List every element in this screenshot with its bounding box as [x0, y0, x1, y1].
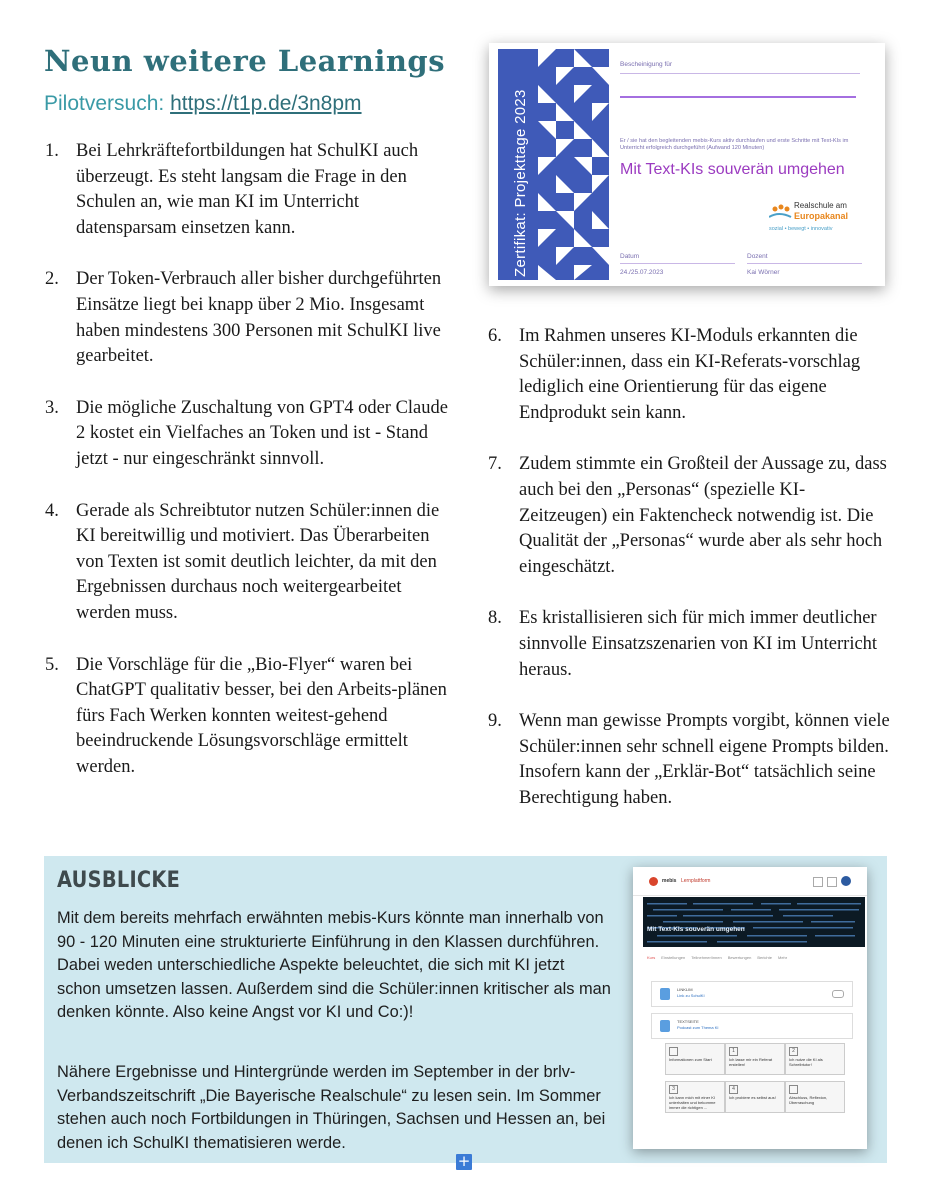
avatar: [841, 876, 851, 886]
course-card[interactable]: [651, 981, 853, 1007]
recipient-line: [620, 96, 856, 98]
section-tile[interactable]: [785, 1043, 845, 1075]
item-text: Die mögliche Zuschaltung von GPT4 oder Claude 2 kostet ein Vielfaches an Token und ist - Stand jetzt - nur eingeschränkt sinnvoll.: [76, 397, 448, 469]
school-name-line2: Europakanal: [794, 211, 849, 221]
section-tile[interactable]: [785, 1081, 845, 1113]
school-tagline: sozial • bewegt • innovativ: [769, 226, 833, 232]
item-text: Zudem stimmte ein Großteil der Aussage zu, dass auch bei den „Personas“ (spezielle KI-Zeitzeugen) ein Faktencheck notwendig ist. Die Qualität der „Personas“ wurde aber als sehr hoch eingeschätzt.: [519, 454, 887, 577]
learnings-list-left: [45, 139, 460, 780]
tile-number: 4: [729, 1085, 738, 1094]
pilot-link[interactable]: https://t1p.de/3n8pm: [170, 92, 362, 115]
code-pattern: [643, 897, 865, 947]
screenshot-topbar: [633, 867, 867, 896]
item-number: 6.: [488, 326, 502, 346]
tile-label: Abschluss, Reflexion, Überraschung: [789, 1095, 828, 1105]
divider: [620, 73, 860, 74]
tile-label: Ich kann mich mit einer KI unterhalten und bekomme immer die richtigen ...: [669, 1095, 716, 1110]
page-icon: [660, 1020, 670, 1032]
outlook-title: AUSBLICKE: [57, 868, 181, 893]
item-number: 7.: [488, 454, 502, 475]
divider: [747, 263, 862, 264]
bell-icon: [827, 877, 837, 887]
flag-icon: [669, 1047, 678, 1056]
tile-number: 1: [729, 1047, 738, 1056]
item-number: 4.: [45, 500, 59, 521]
school-name-line1: Realschule am: [794, 201, 847, 210]
page-title: Neun weitere Learnings: [44, 44, 446, 78]
date-value: 24./25.07.2023: [620, 269, 664, 276]
item-text: Im Rahmen unseres KI-Moduls erkannten die Schüler:innen, dass ein KI-Referats-vorschlag lediglich eine Orientierung für das eigene Endprodukt sein kann.: [519, 326, 861, 423]
outlook-paragraph: Mit dem bereits mehrfach erwähnten mebis-Kurs könnte man innerhalb von 90 - 120 Minuten eine strukturierte Einführung in den Klassen durchführen. Dabei weden unterschiedliche Aspekte beleuchtet, die sich mit KI jetzt schon umsetzen lassen. Außerdem sind die Schüler:innen kritischer als man denken könnte. Also keine Angst vor KI und Co:)!: [57, 909, 611, 1022]
learning-item: [488, 709, 893, 811]
section-tile[interactable]: [665, 1081, 725, 1113]
course-title: Mit Text-KIs souverän umgehen: [620, 161, 845, 178]
learning-item: [45, 139, 460, 241]
tab-einstellungen[interactable]: Einstellungen: [661, 955, 686, 960]
pilot-subtitle: [44, 92, 362, 116]
course-banner: [643, 897, 865, 947]
item-text: Es kristallisieren sich für mich immer deutlicher sinnvolle Einsatzszenarien von KI im Unterricht heraus.: [519, 608, 878, 680]
item-text: Bei Lehrkräftefortbildungen hat SchulKI auch überzeugt. Es steht langsam die Frage in den Schulen an, wie man KI im Unterricht datensparsam einsetzen kann.: [76, 141, 419, 238]
card-title: TEXTSEITE: [677, 1019, 699, 1024]
course-screenshot: [633, 867, 867, 1149]
card-title: LINKLIM: [677, 987, 693, 992]
item-text: Gerade als Schreibtutor nutzen Schüler:innen die KI bereitwillig und motiviert. Das Überarbeiten von Texten ist somit deutlich leichter, da mit den Ergebnissen durchaus noch weitergearbeitet werden muss.: [76, 500, 440, 623]
outlook-paragraph: Nähere Ergebnisse und Hintergründe werden im September in der brlv-Verbandszeitschrift „Die Bayerische Realschule“ zu lesen sein. Im Sommer stehen auch noch Fortbildungen in Thüringen, Sachsen und Hessen an, bei denen ich SchulKI thematisieren werde.: [57, 1063, 606, 1152]
checkered-flag-icon: [789, 1085, 798, 1094]
item-number: 1.: [45, 141, 59, 161]
divider: [620, 263, 735, 264]
tile-label: Ich probiere es selbst aus!: [729, 1095, 776, 1100]
item-number: 9.: [488, 711, 502, 732]
item-number: 5.: [45, 654, 59, 675]
learning-item: [45, 653, 460, 781]
grid-icon: [813, 877, 823, 887]
tile-label: Ich nutze die KI als Schreibtutor!: [789, 1057, 823, 1067]
learning-item: [45, 499, 460, 627]
learning-item: [488, 324, 893, 426]
app-logo-icon: [649, 877, 658, 886]
learning-item: [45, 396, 460, 473]
lecturer-value: Kai Wörner: [747, 269, 780, 276]
item-number: 2.: [45, 269, 59, 290]
tab-teilnehmer[interactable]: Teilnehmer/innen: [691, 955, 722, 960]
item-text: Wenn man gewisse Prompts vorgibt, können viele Schüler:innen sehr schnell eigene Prompts bilden. Insofern kann der „Erklär-Bot“ tatsächlich seine Berechtigung haben.: [519, 711, 890, 808]
tile-number: 3: [669, 1085, 678, 1094]
certificate-image: [489, 43, 885, 286]
date-label: Datum: [620, 253, 640, 260]
subtitle-prefix: Pilotversuch:: [44, 92, 171, 115]
section-tile[interactable]: [725, 1081, 785, 1113]
toggle-icon[interactable]: [832, 990, 844, 998]
learning-item: [488, 606, 893, 683]
learning-item: [45, 267, 460, 369]
tab-berichte[interactable]: Berichte: [757, 955, 772, 960]
recipient-label: Bescheinigung für: [620, 61, 673, 68]
tile-label: Ich lasse mir ein Referat erstellen!: [729, 1057, 773, 1067]
app-name: mebis: [662, 878, 677, 884]
course-card[interactable]: [651, 1013, 853, 1039]
item-text: Die Vorschläge für die „Bio-Flyer“ waren bei ChatGPT qualitativ besser, bei den Arbeits-plänen fürs Fach Werken konnten weitest-gehend beeindruckende Lösungsvorschläge ermittelt werden.: [76, 654, 447, 777]
nav-label: Lernplattform: [681, 878, 711, 884]
tile-number: 2: [789, 1047, 798, 1056]
card-subtitle: Link zu SchulKI: [677, 993, 705, 998]
certificate-band-text: Zertifikat: Projekttage 2023: [512, 89, 529, 277]
link-icon: [660, 988, 670, 1000]
tile-label: Informationen zum Start: [669, 1057, 712, 1062]
card-subtitle: Podcast zum Thema KI: [677, 1025, 719, 1030]
tab-kurs[interactable]: Kurs: [647, 955, 656, 960]
section-tile[interactable]: [665, 1043, 725, 1075]
learnings-list-right: [488, 324, 893, 812]
tab-bewertungen[interactable]: Bewertungen: [727, 955, 752, 960]
item-number: 3.: [45, 397, 59, 418]
section-tile[interactable]: [725, 1043, 785, 1075]
add-button[interactable]: +: [457, 1152, 471, 1170]
course-tabs: [647, 955, 857, 960]
banner-title: Mit Text-KIs souverän umgehen: [647, 926, 745, 933]
tab-mehr[interactable]: Mehr: [778, 955, 788, 960]
certificate-description: Er / sie hat den begleitenden mebis-Kurs aktiv durchlaufen und erste Schritte mit Text-KIs im Unterricht erfolgreich durchgeführt (Aufwand 120 Minuten): [620, 138, 849, 151]
item-text: Der Token-Verbrauch aller bisher durchgeführten Einsätze liegt bei knapp über 2 Mio. Insgesamt haben mindestens 300 Personen mit SchulKI live gearbeitet.: [76, 269, 442, 367]
learning-item: [488, 452, 893, 580]
lecturer-label: Dozent: [747, 253, 768, 260]
item-number: 8.: [488, 608, 502, 629]
